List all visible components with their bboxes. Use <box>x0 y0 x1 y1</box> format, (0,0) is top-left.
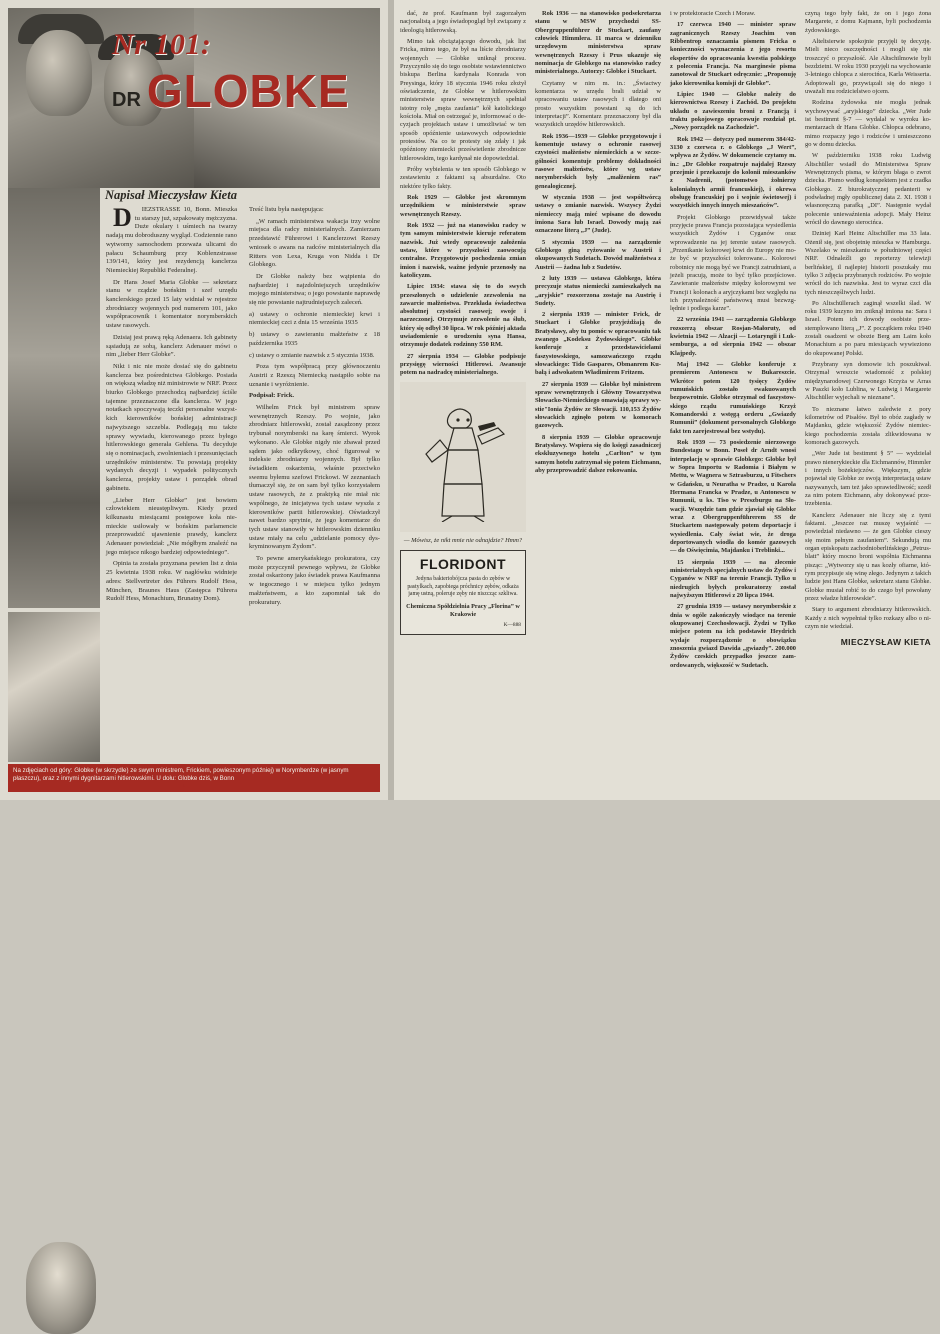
paragraph: Rodzina żydowska nie mogła jednak wychowywać „aryjskiego” dziecka. „Wer Jude ist bestimmt §-7 — wydalał w wyroku komentarzach dr Hans Globke. Chłopca odebrano, mimo rozpaczy jego i rodziców i umieszczono go w domu dziecka. <box>805 99 931 148</box>
article-title-prefix: DR <box>112 89 141 112</box>
paragraph: 17 czerwca 1940 — minister spraw zagranicznych Rzeszy Joachim von Ribbentrop oznaczamia pismem Fricka o konieczności wyznaczenia z jego resortu ekspertów do opracowania kwestia polskiego z polecenia Francja. Na marginesie pisma zanotował dr Stuckart odręcznie: „Proponuję jako kierownika komisji dr Globke”. <box>670 21 796 87</box>
paragraph: 22 września 1941 — zarządzenia Globkego rozszerzą obszar Rosjan-Małoruty, od kwietnia 1942 — Alzacji — Lotaryngii i Luksemburga, a od sierpnia 1942 — obszar Klajpedy. <box>670 316 796 357</box>
portrait-shape <box>26 1242 96 1334</box>
paragraph: Lipiec 1940 — Globke należy do kierownictwa Rzeszy i Zachód. Do projektu układu o zawieszeniu broni z Francją i traktu pokojowego opracowuje rozdział pt. „Nowy porządek na Zachodzie”. <box>670 90 796 132</box>
paragraph: Po Altschüllerach zaginął wszelki ślad. W roku 1939 kuzyno im zniknął imiona na: Sara i Israel. Potem ich dowody osobiste przestemplowano literą „J”. Z początkiem roku 1940 zostali osadzeni w obozie Berg am Laim koło Monachium a po paru miesiącach wywieziono do okupowanej Polski. <box>805 299 931 357</box>
paragraph: Opinia ta została przyznana pewien list z dnia 25 kwietnia 1938 roku. W nagłówku widnieje adres: Stellvertreter des Führers Rudolf Hess, München, Braunes Haus (Zastępca Führera Rudolf Hess, Monachium, Brunatny Dom). <box>106 560 237 603</box>
page-title: GLOBKE <box>146 65 350 117</box>
paragraph: Dziniej Karl Heinz Altschüller ma 33 lata. Ożenił się, jest obojetnię mieszka w Hamburgu. Wszelako w mieszkaniu w południowej części NRF. Odnaleźli go reporterzy telewizji berlińskiej, il najlepiej historii poszukały mu tylko 3 zdjęcia przybranych rodziców. Po wojnie wrócił do ich nazwiska. Jest to wyraz czci dla tych nieszczęśliwych ludzi. <box>805 230 931 296</box>
paragraph: 15 sierpnia 1939 — na zlecenie ministerialnych specjalnych ustaw do Żydów i Cyganów w NRF na terenie Francji. Tylko u niedrugich byłych prokuratorzy został najwyższym Hitlerowi z 20 lipca 1944. <box>670 558 796 599</box>
paragraph: Stary to argument zbrodniarzy hitlerowskich. Każdy z nich wypełniał tylko rozkazy albo o niczym nie wiedział. <box>805 606 931 630</box>
paragraph: Przybrany syn domowie ich poszukiwał. Otrzymał wreszcie wiadomość z polskiej międzynarodowej Czerwonego Krzyża w Arras w Paszki koło Lublina, w Ludwig i Margarete Altschüller wyjechali w nieznane”. <box>805 361 931 402</box>
right-page <box>394 0 940 800</box>
ad-product-name: FLORIDONT <box>419 556 507 573</box>
article-byline: Napisał Mieczysław Kieta <box>105 188 237 202</box>
illustration-cartoon <box>400 382 526 532</box>
paragraph: „W ramach ministerstwa wakacja trzy wolne miejsca dla radcy ministerialnych. Zamierzam przedstawić Führerowi i Kanclerzowi Rzeszy wniosek o awans na radców ministerialnych dla Ritters von Lexa, Kruga von Nidda i Dr Globkego. <box>249 217 380 269</box>
paragraph: 27 grudnia 1939 — ustawy norymberskie z dnia w ogóle zakończyły wiodące na terenie okupowanej Czechosłowacji. Żydzi w Tylko miejsce potem na ich podstawie Heydrich wydaje rozporządzenie o obowiązku znoszenia gwiazd Dawida „gwiazdy”. 200.000 Żydów czeskich przypadko jeszcze zamordowanych, większość w Sudetach. <box>670 603 796 669</box>
paragraph: Dr Hans Josef Maria Globke — sekretarz stanu w rządzie bońskim i szef urzędu kanclerskiego przed 15 laty widniał w rejestrze zbrodniarzy wojennych pod numerem 101, jako współpracownik i komentator norymberskich ustaw rasowych. <box>106 278 237 330</box>
paragraph: 2 luty 1939 — ustawa Globkego, która precyzuje status niemiecki zamieszkałych na „aryjskie” rozszerzona zostaje na Austrię i Sudety. <box>535 274 661 307</box>
paragraph: Treść listu była następująca: <box>249 206 324 213</box>
paragraph: W październiku 1938 roku Ludwig Altschüller wsiadł do Ministerstwa Spraw Wewnętrznych pisma, w którym błaga o zwrot dziecka. Pismo według konspektem jest z rzadka Globkego. Z biurokratycznej pedanterii w podwładnej mgły opublicznej data 2. XI. 1938 i własnoręczną parafką „DI”. Następnie wydał polecenie uniewaźnienia adopcji. Mały Heinz wrócił do dawnego sierocińca. <box>805 152 931 226</box>
paragraph: 5 stycznia 1939 — na zarządzenie Globkego giną ryżowanie w Austrii i okupowanych Sudetach. Dowód małżeństwa z Austrii — żadna lub z Sudetów. <box>535 238 661 271</box>
left-body-text <box>106 203 380 746</box>
author-signature: MIECZYSŁAW KIETA <box>840 637 931 648</box>
paragraph: Kanclerz Adenauer nie liczy się z tymi faktami. „Jeszcze raz muszę wyjaśnić — powiedział niedawno — że gen Globke cieszy się moim pełnym zaufaniem”. Sekundują mu organ episkopatu zachodnioberlińskiego „Petrusblatt” który mocno broni współnia Eichmanna pisząc: „Wytworzy się u nas kozły ofiarne, którym przypisuje się winę złego. Jedynym z takich ludzie jest Hans Globke, sekretarz stanu Globke. Globke musiał robić to do czego był powołany przez władze hitlerowskie”. <box>805 511 931 602</box>
figure-caption: — Mówisz, że nikt mnie nie odnajdzie? Hmm? <box>403 536 523 544</box>
photo-column-middle <box>8 188 100 608</box>
paragraph: dać, że prof. Kaufmann był zagorzałym nacjonalistą a jego świadopogląd był związany z ideologią hitlerowską. <box>400 10 526 34</box>
text-column-3 <box>670 10 796 770</box>
paragraph: i w protektoracie Czech i Moraw. <box>670 10 756 17</box>
paragraph: b) ustawy o zawieraniu małżeństw z 18 października 1935 <box>249 331 380 347</box>
paragraph: Nikt i nic nie może dosiać się do gabinetu kanclerza bez pośrednictwa Globkego. Posiada on większą władzę niż ministrowie w NRF. Przez biurko Globkego przechodzą najbardziej ściśle tajemne przeznaczone dla kanclerza. W jego notatkach spoczywają teczki personalne wszystkich kierowników bońskiej administracji najwyższego szczebla. Podlegają mu także sprawy wywiadu, kierowanego przez byłego hitlerowskiego generała Gehlena. Tu decyduje się o nominacjach, zwolnieniach i przesunięciach urzędników ministerstw. Tu powstają projekty wydanych decyzji i wypadek politycznych kanclerza, projekty ustaw i porządek obrad gabinetu. <box>106 362 237 492</box>
paragraph: Rok 1936 — na stanowisko podsekretarza stanu w MSW przychodzi SS-Obergruppenführer dr Stuckart, zaufany człowiek Himmlera. 11 marca w dzienniku urzędowym ministerstwa spraw wewnętrznych Rzeszy i Prus ukazuje się nominacja dr Globkego na stanowisko radcy ministerialnego. Autorzy: Globke i Stuckart. <box>535 10 661 76</box>
cartoon-figure-svg <box>420 396 506 522</box>
paragraph: 8 sierpnia 1939 — Globke opracowuje Bratysławy. Wspiera się do księgi zasadniczej ekskluzywnego hotelu „Carlton” w tym samym hotelu zatrzymał się potem Eichmann, aby przeprowadzić dalsze rokowania. <box>535 433 661 475</box>
paragraph: a) ustawy o ochronie niemieckiej krwi i niemieckiej czci z dnia 15 września 1935 <box>249 310 380 327</box>
paragraph: 27 sierpnia 1939 — Globke był ministrem spraw wewnętrznych i Główny Towarzystwa Słowacko-Niemieckiego omawiają sprawy wystie"Ionia Żydów ze Słowacji. 110,153 Żydów słowackich zginęło potem w komorach gazowych. <box>535 380 661 430</box>
ad-description: Jedyna bakteriobójcza pasta do zębów w pastylkach, zapobiega próchnicy zębów, odkaża jamę ustną, poleruje zęby nie niszcząc szkliwa. <box>407 576 519 598</box>
paragraph: 27 sierpnia 1934 — Globke podpisuje przysięgę wierności Hitlerowi. Awansuje potem na nadradcę ministerialnego. <box>400 352 526 377</box>
paragraph: W stycznia 1938 — jest współtwórcą ustawy o zmianie nazwisk. Wszyscy Żydzi niemieccy mają mieć wpisane do dowodu imiona Sara lub Israel. Dowody mają zaś oznaczone literą „J” (Jude). <box>535 193 661 235</box>
paragraph: Rok 1936—1939 — Globke przygotowuje i komentuje ustawy o ochronie rasowej czystości małżeństw niemieckich a w szczególności komentuje problemy dokładności rasowe małżeństw, które wg ustaw norymberskich były „małżeniem ras” genealogicznej. <box>535 132 661 190</box>
paragraph: Rok 1932 — już na stanowisku radcy w tym samym ministerstwie kieruje referatem nazwisk. Już wtedy opracowuje założenia ustaw, które w przyszłości zaowocują centralne. Przygotowuje pochodzenia zmian imion i nazwisk, ważne jedynie przenosły na katolicyzm. <box>400 221 526 279</box>
text-column-4 <box>805 10 931 770</box>
article-kicker: Nr 101: <box>112 28 212 61</box>
text-column-2 <box>535 10 661 770</box>
paragraph: DIEZSTRASSE 10, Bonn. Mieszka tu starszy już, szpakowaty mężczyzna. Duże okulary i uśmiech na twarzy nadają mu dobroduszny wygląd. Codziennie rano wytworny samochodem przeważa ulicami do pałacu Schaumburg przy Koblenzstrasse 139/141, który jest rezydencją kanclerza Niemieckiej Republiki Federalnej. <box>106 203 237 274</box>
paragraph: Rok 1929 — Globke jest skromnym urzędnikiem w ministerstwie spraw wewnętrznych Rzeszy. <box>400 193 526 218</box>
paragraph: Dr Globke należy bez wątpienia do najbardziej i najzdolniejszych urzędników mojego ministerstwa; o jego powstanie naprawdę się nie powstanie najtrudniejszych zaleceń. <box>249 272 380 307</box>
paragraph: Mimo tak obciążającego dowodu, jak list Fricka, mimo tego, że był na liście zbrodniarzy wojennych — Globke uniknął procesu. Przyczyniło się do tego osobiste wstawiennictwo biskupa Berlina kardynała Konrada von Preysinga, który 18 stycznia 1946 roku złożył oświadczenie, że Globke w hitlerowskim ministerstwie spraw wewnętrznych spełniał istotny rolę „męża zaufania” kół katolickiego kościoła. Miał on ostrzegać je, informować o decyzjach projektach ustaw i umożliwiać w ten sposób opóźnienie ustawowych odpowiednie protestów. Na co te protesty się zdały i jak opóźniony niemiecki prześwietlenie zbrodnicze hitlerowskim, tego kardynał nie dopowiedział. <box>400 37 526 162</box>
article-title-block <box>112 28 372 117</box>
photo-caption-banner: Na zdjęciach od góry: Globke (w skrzydle) ze swym ministrem, Frickiem, powieszonym później) w Norymberdze (w jasnym płaszczu), oraz z innymi dygnitarzami hitlerowskimi. U dołu: Globke dziś, w Bonn <box>8 764 380 792</box>
paragraph: Czytamy w nim m. in.: „Świactwy komentarza w urzędu brali udział w opracowaniu ustaw rasowych i dlatego oni prosto wszystkim powstani są do ich interpretacji”. Komentarz przeznaczony był dla wszystkich urzędów hitlerowskich. <box>535 79 661 129</box>
paragraph: c) ustawy o zmianie nazwisk z 5 stycznia 1938. <box>249 351 375 359</box>
photo-globke-today <box>8 612 100 762</box>
paragraph: Maj 1942 — Globke konferuje z premierem Antonescu w Bukareszcie. Wkrótce potem 120 tysięcy Żydów rumuńskich zostało ewakuowanych bezpowrotnie. Globke otrzymał od faszystowskiego rządu rumuńskiego Krzyż Komandorski z wstęgą orderu „Gwiazdy Rumunii” (dokument personalnych Globkego fakt ten zarejestrował bez wstydu). <box>670 361 796 435</box>
page-number: 5 <box>182 780 190 796</box>
paragraph: „Lieber Herr Globke” jest bowiem człowiekiem nieustępliwym. Kiedy przed kilkunastu miesiącami postępowe koła niemieckie usiłowały w bońskim parlamencie przeprowadzić ujawnienie prawdy, kanclerz Adenauer powiedział: „Nie mógłbym znaleźć na jego miejsce nikogo bardziej odpowiedniego”. <box>106 496 237 556</box>
paragraph: Dzisiaj jest prawą ręką Adenaera. Ich gabinety sąsiadują ze sobą, kanclerz Adenauer mówi o nim „lieber Herr Globke”. <box>106 333 237 359</box>
paragraph: To pewne amerykańskiego prokuratora, czy może przyczynił pewnego wpływu, że Globke został oskarżony jako świadek prawa Kaufmanna w tegocznego i w miejscu tylko jednym małżeństwem, a kto zapomniał tak do prokuratury. <box>249 555 380 606</box>
paragraph-signature: Podpisał: Frick. <box>249 392 295 400</box>
text-column-1 <box>400 10 526 770</box>
paragraph: Próby wybielenia w ten sposób Globkego w zestawieniu z faktami są absurdalne. Oto niektóre tylko fakty. <box>400 165 526 190</box>
paragraph: Rok 1942 — dotyczy pod numerem 384/42-3130 z czerwca r. o Globkego „J Wert”, wpływa ze Żydów. W dokumencie czytamy m. in.: „Dr Globke rozpatruje najdalej Rzeszy przejmie i przekazuje do kolonii mieszanków z Nadrenii, (potomstwo żołnierzy kolonialnych armii francuskiej), i okrewa obsługę francuskiej po i wojnie świetowej) i wszystkich innych innych mieszańców”. <box>670 135 796 210</box>
paragraph: 2 sierpnia 1939 — minister Frick, dr Stuckart i Globke przyjeżdżają do Bratysławy, aby tu pomóc w opracowaniu tak zwanego „Kodeksu Żydowskiego”. Globke konferuje z przedstawicielami faszystowskiego, samozwańczego rządu słowackiego: Tido Gaspares, Obmanrem Kubałą i adwokatem Władimirem Fritzem. <box>535 311 661 377</box>
ad-code: K—888 <box>503 622 521 629</box>
advertisement <box>400 550 526 635</box>
left-page <box>0 0 388 800</box>
paragraph: To nieznane łatwo zaledwie z pory kilometrów od Pisałów. Był to obóz zagłady w Majdanku, gdzie większość Żydów niemieckiego pochodzenia została zlikwidowana w komorach gazowych. <box>805 405 931 447</box>
paragraph: Projekt Globkego przewidywał także przyjęcie prawa Francja pozostająca wysiedlenia wszystkich Żydów i Cyganów oraz wprowadzenie na jej terenie ustaw rasowych. „Przenikanie kolorowej krwi do Europy nie może być w przyszłości tolerowane... Kolorowi robotnicy nie mogą być we Francji zatrudniani, a jeżeli pracują, może to być tylko przejściowe. Zawieranie małżeństw między kolorowymi we Francji i kolonach a aryjczykami bez względu na ich przynależność państwową musi bezwzględnie i podlega karze”. <box>670 213 796 313</box>
right-body-columns <box>400 10 934 770</box>
paragraph: Poza tym współpracą przy głównoczeniu Austrii z Rzeszą Niemiecką nastąpiło sobie na uznanie i wyróżnienie. <box>249 363 380 388</box>
paragraph: Alteltsierwie spokojnie przyjęli tę decyzję. Mieli nieco oszczędności i mogli się nie troszczyć o przyszłość. Ale Altschilmowie byli bezdzietni. W roku 1930 przyjęli na wychowanie 3-letniego chłopca z sierocińca, Karla Weisserta. Adoptowali go, przywiązali się do niego i uważali mu rodzicielstwo ojcem. <box>805 37 931 95</box>
paragraph: czyną tego były fakt, że on i jego żona Margarete, z domu Kajmann, byli pochodzenia żydowskiego. <box>805 10 931 34</box>
paragraph: Lipiec 1934: stawa się to do swych przeszłonych o udzielenie zezwolenia na zawarcie małżeństwa. Przekłada świadectwa absolutnej czystości rasowej; swoje i narzeczonej. Otrzymuje zezwolenie na ślub, który się odbył 30 lipca. W rok później aktada uwiadomienie o urodzeniu syna Hansa, otrzymuje dodatek rodzinny 550 RM. <box>400 283 526 349</box>
face-shape <box>26 30 92 116</box>
paragraph: Wilhelm Frick był ministrem spraw wewnętrznych Rzeszy. Po wojnie, jako zbrodniarz hitlerowski, został zasądzony przez trybunał norymberski na karę śmierci. Wyrok wykonano. Ale Globke nigdy nie zbawał przed sądem jako odkrytkowy, choć figurował w indeksie zbrodniarzy wojennych. Był tylko świadkiem oskarżenia, właśnie przeciwko swemu byłemu szefowi Frickowi. W zeznaniach tłumaczył się, że on sam był tylko korzystałem ustaw rasowych, że z praktyką nie miał nic wspólnego, że inicjatywa tych ustaw wyszła z kierowników partii hitlerowskiej. Oświadczył nawet bardzo sprytnie, że jego komentarze do tych ustaw stanowiły w hitlerowskim dzienniku ustaw miały na celu „udzielanie pomocy dyskryminowanym Żydom”. <box>249 404 380 551</box>
paragraph: „Wer Jude ist bestimmt § 5” — wydzielał prawo nienerykieckie dla Eichmannów, Himmler i innych bożekiejczów. Większym, gdzie pojawiał się Globke ze swoją interpretacją ustaw nazywanych, tam też jako sprawiedliwość; szedł za nim potem Eichmann, aby dokonywać przetrzebienia. <box>805 450 931 508</box>
ad-company: Chemiczna Spółdzielnia Pracy „Florina” w Krakowie <box>406 602 520 618</box>
paragraph: Rok 1939 — 73 posiedzenie nierzowego Bundestagu w Bonn. Poseł dr Arndt wnosi interpelację w sprawie Globkego: Globke był w Sopra Importu w Radomia i Białym w Mettu, w Wagnera w Sztrasburzu, u Fitschers w Gdańsku, u Neuratha w Pradze, u Karola Hermana Francka w Pradze, u Antonescu w Rumunii, u ks. Tiso w Preszburgu na Słowacji. Wszędzie tam gdzie zjawiał się Globke wraz z Obergruppenführerem SS dr Stuckartem następowały potem deportacje i wysiedlenia. Cały świat wie, że droga deportowanych wiodła do komór gazowych — do Oświęcimia, Majdanku i Treblinki... <box>670 439 796 555</box>
